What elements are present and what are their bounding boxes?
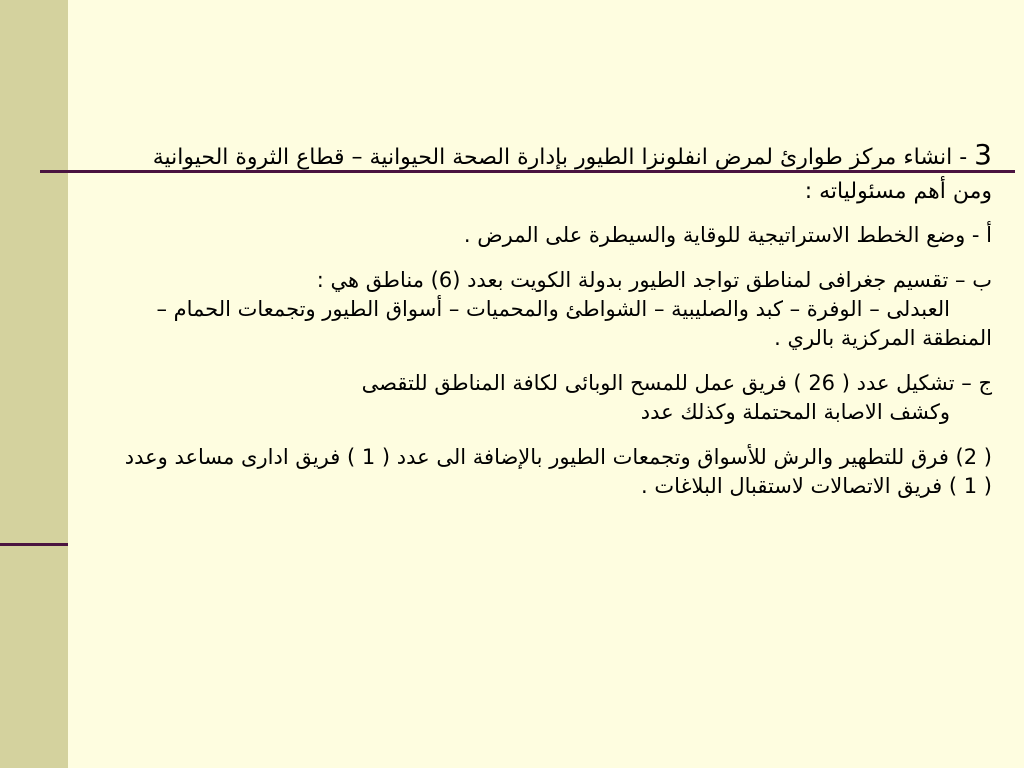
item-3-number: 3 [974, 138, 992, 171]
item-3-text: - انشاء مركز طوارئ لمرض انفلونزا الطيور بإدارة الصحة الحيوانية – قطاع الثروة الحيوانية ومن أهم مسئولياته : [152, 145, 992, 204]
band-divider-line [0, 543, 68, 546]
point-c-heading: ج – تشكيل عدد ( 26 ) فريق عمل للمسح الوبائى لكافة المناطق للتقصى [361, 371, 992, 395]
point-c-continued: وكشف الاصابة المحتملة وكذلك عدد [640, 400, 950, 424]
point-b-heading: ب – تقسيم جغرافى لمناطق تواجد الطيور بدولة الكويت بعدد (6) مناطق هي : [316, 268, 992, 292]
item-3 [118, 138, 992, 209]
point-b-areas: العبدلى – الوفرة – كبد والصليبية – الشواطئ والمحميات – أسواق الطيور وتجمعات الحمام – المنطقة المركزية بالري . [156, 297, 992, 350]
point-c-teams: ( 2) فرق للتطهير والرش للأسواق وتجمعات الطيور بالإضافة الى عدد ( 1 ) فريق ادارى مساعد وعدد ( 1 ) فريق الاتصالات لاستقبال البلاغات . [124, 445, 992, 498]
point-b [118, 266, 992, 353]
point-a: أ - وضع الخطط الاستراتيجية للوقاية والسيطرة على المرض . [463, 223, 992, 247]
point-c [118, 369, 992, 427]
slide-content [118, 138, 992, 517]
left-decorative-band [0, 0, 68, 768]
